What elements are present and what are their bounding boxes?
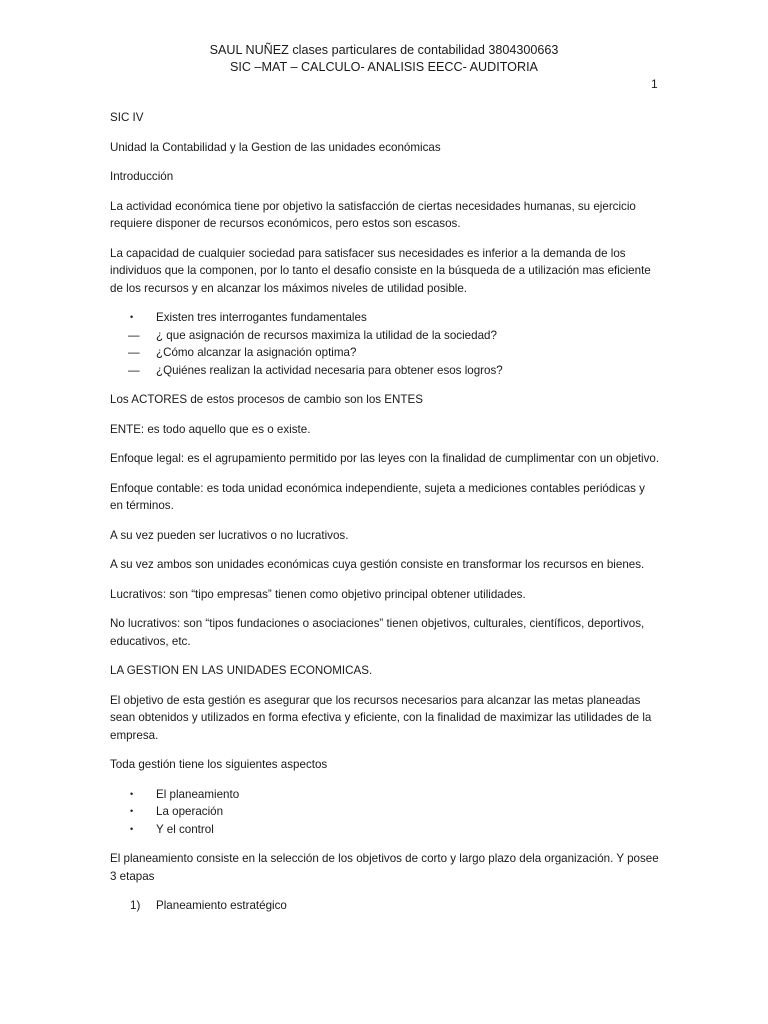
bullet-icon: • <box>130 312 134 322</box>
paragraph: Enfoque legal: es el agrupamiento permitido por las leyes con la finalidad de cumplimentar con un objetivo. <box>110 452 660 465</box>
aspects-list <box>110 786 660 839</box>
paragraph: El planeamiento consiste en la selección de los objetivos de corto y largo plazo dela organización. Y posee 3 etapas <box>110 852 659 883</box>
paragraph: Los ACTORES de estos procesos de cambio son los ENTES <box>110 393 423 406</box>
list-item: • Existen tres interrogantes fundamentales <box>110 309 660 327</box>
list-item: • Y el control <box>110 821 660 839</box>
paragraph: Lucrativos: son “tipo empresas” tienen como objetivo principal obtener utilidades. <box>110 587 526 601</box>
paragraph: El objetivo de esta gestión es asegurar que los recursos necesarios para alcanzar las metas planeadas sean obtenidos y utilizados en forma efectiva y eficiente, con la finalidad de maximizar las utilidades de la empresa. <box>110 693 652 742</box>
section-heading-gestion: LA GESTION EN LAS UNIDADES ECONOMICAS. <box>110 664 373 677</box>
document-body <box>110 109 660 927</box>
bullet-icon: • <box>130 788 134 799</box>
paragraph: A su vez pueden ser lucrativos o no lucrativos. <box>110 528 349 542</box>
header-line-2: SIC –MAT – CALCULO- ANALISIS EECC- AUDITORIA <box>230 60 538 74</box>
list-item: — ¿ que asignación de recursos maximiza la utilidad de la sociedad? <box>110 327 660 345</box>
list-item: • El planeamiento <box>110 786 660 804</box>
dash-icon: — <box>128 363 140 377</box>
paragraph: ENTE: es todo aquello que es o existe. <box>110 422 311 436</box>
header-line-1: SAUL NUÑEZ clases particulares de contabilidad 3804300663 <box>209 43 559 57</box>
paragraph: Enfoque contable: es toda unidad económica independiente, sujeta a mediciones contables periódicas y en términos. <box>110 481 645 512</box>
unit-title: Unidad la Contabilidad y la Gestion de las unidades económicas <box>110 140 441 154</box>
page-number: 1 <box>651 77 658 91</box>
list-item: 1) Planeamiento estratégico <box>110 897 660 915</box>
bullet-icon: • <box>130 823 134 834</box>
course-code: SIC IV <box>110 111 144 124</box>
paragraph: La capacidad de cualquier sociedad para satisfacer sus necesidades es inferior a la demanda de los individuos que la componen, por lo tanto el desafio consiste en la búsqueda de a utilización mas eficiente de los recursos y en alcanzar los máximos niveles de utilidad posible. <box>110 246 651 295</box>
page-header <box>0 42 768 76</box>
list-item: — ¿Cómo alcanzar la asignación optima? <box>110 344 660 362</box>
list-item: — ¿Quiénes realizan la actividad necesaria para obtener esos logros? <box>110 362 660 380</box>
section-heading-introduccion: Introducción <box>110 170 174 183</box>
paragraph: Toda gestión tiene los siguientes aspectos <box>110 758 328 771</box>
list-item: • La operación <box>110 803 660 821</box>
paragraph: La actividad económica tiene por objetivo la satisfacción de ciertas necesidades humanas, su ejercicio requiere disponer de recursos económicos, pero estos son escasos. <box>110 199 636 230</box>
bullet-icon: • <box>130 806 134 816</box>
list-number: 1) <box>130 899 141 912</box>
paragraph: A su vez ambos son unidades económicas cuya gestión consiste en transformar los recursos en bienes. <box>110 558 645 571</box>
dash-icon: — <box>128 346 140 359</box>
questions-list <box>110 309 660 379</box>
stages-list <box>110 897 660 915</box>
paragraph: No lucrativos: son “tipos fundaciones o asociaciones” tienen objetivos, culturales, científicos, deportivos, educativos, etc. <box>110 617 645 648</box>
dash-icon: — <box>128 328 140 342</box>
